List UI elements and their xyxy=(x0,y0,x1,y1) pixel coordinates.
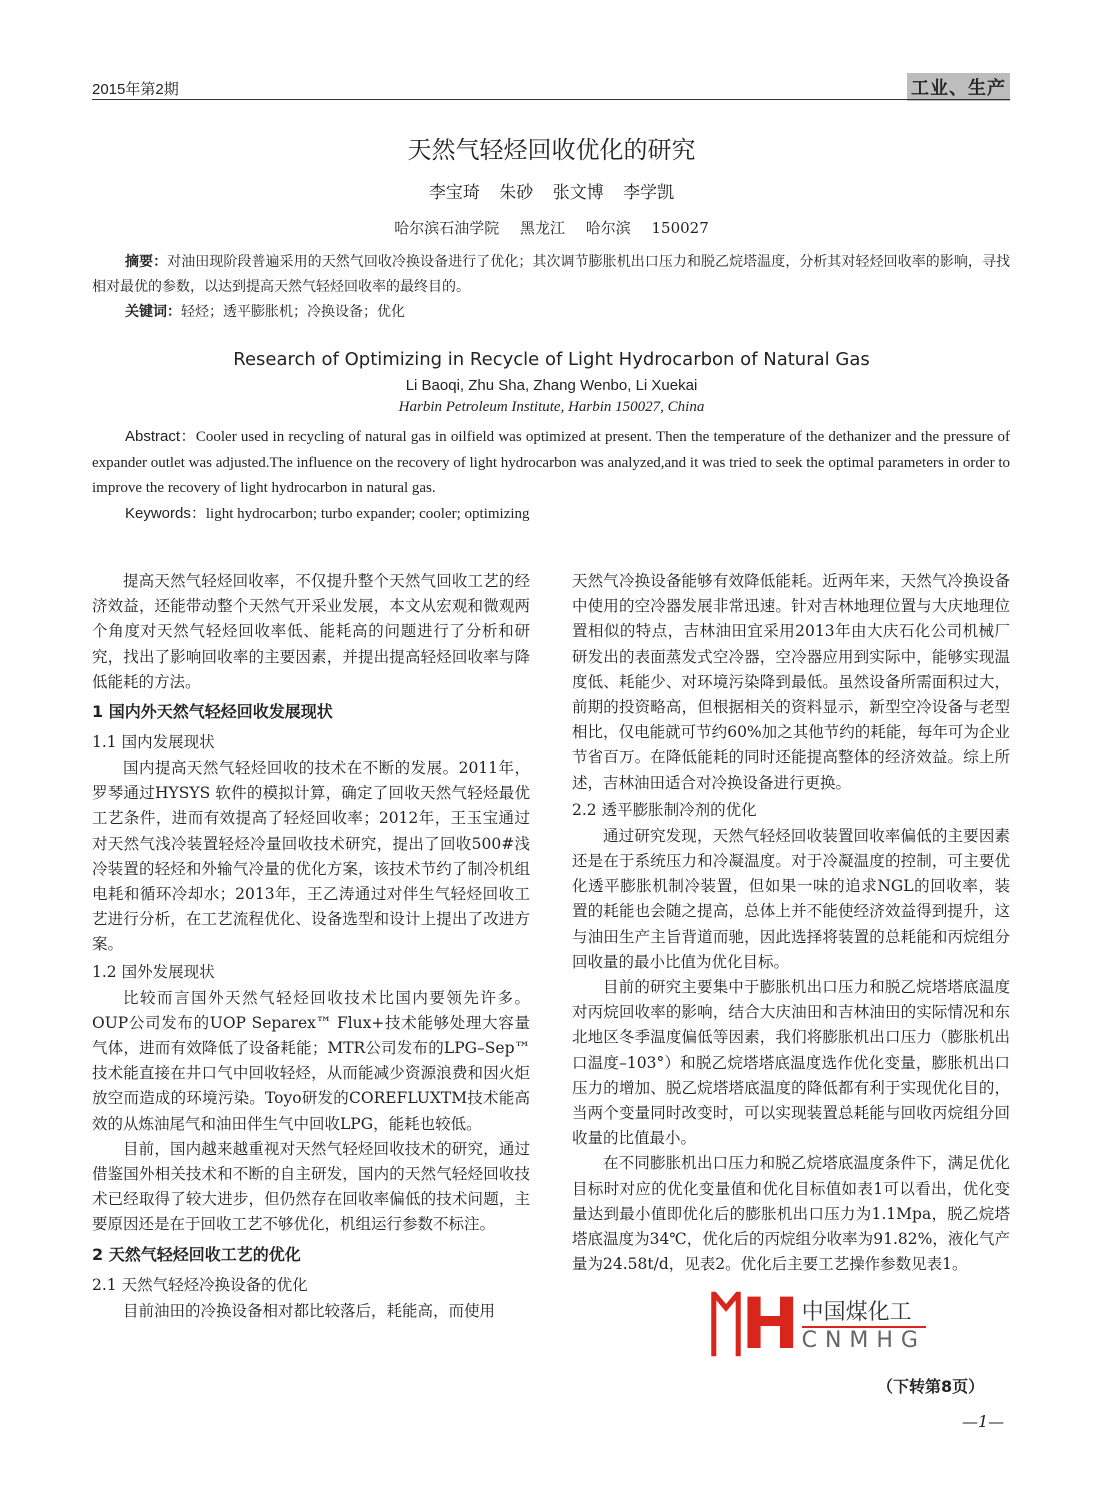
body-paragraph: 在不同膨胀机出口压力和脱乙烷塔底温度条件下，满足优化目标时对应的优化变量值和优化目标值如表1可以看出，优化变量达到最小值即优化后的膨胀机出口压力为1.1Mpa，脱乙烷塔塔底温度为34℃，优化后的丙烷组分收率为91.82%，液化气产量为24.58t/d，见表2。优化后主要工艺操作参数见表1。 xyxy=(572,1154,1010,1274)
page-number: —1— xyxy=(962,1412,1005,1431)
body-paragraph: 提高天然气轻烃回收率，不仅提升整个天然气回收工艺的经济效益，还能带动整个天然气开采业发展，本文从宏观和微观两个角度对天然气轻烃回收率低、能耗高的问题进行了分析和研究，找出了影响回收率的主要因素，并提出提高轻烃回收率与降低能耗的方法。 xyxy=(92,572,530,691)
subsection-heading: 1.1 国内发展现状 xyxy=(92,733,215,752)
section-heading: 2 天然气轻烃回收工艺的优化 xyxy=(92,1244,301,1264)
watermark-en: CNMHG xyxy=(801,1328,926,1353)
left-column xyxy=(92,569,530,1324)
header-rule xyxy=(92,99,1010,100)
body-paragraph: 天然气冷换设备能够有效降低能耗。近两年来，天然气冷换设备中使用的空冷器发展非常迅速。针对吉林地理位置与大庆地理位置相似的特点，吉林油田宜采用2013年由大庆石化公司机械厂研发出的表面蒸发式空冷器，空冷器应用到实际中，能够实现温度低、耗能少、对环境污染降到最低。虽然设备所需面积过大，前期的投资略高，但根据相关的资料显示，新型空冷设备与老型相比，仅电能就可节约60%加之其他节约的耗能，每年可为企业节省百万。在降低能耗的同时还能提高整体的经济效益。综上所述，吉林油田适合对冷换设备进行更换。 xyxy=(572,572,1010,792)
keywords-cn xyxy=(125,300,405,325)
body-paragraph: 目前油田的冷换设备相对都比较落后，耗能高，而使用 xyxy=(123,1301,496,1320)
body-paragraph: 目前，国内越来越重视对天然气轻烃回收技术的研究，通过借鉴国外相关技术和不断的自主研发，国内的天然气轻烃回收技术已经取得了较大进步，但仍然存在回收率偏低的技术问题，主要原因还是在于回收工艺不够优化，机组运行参数不标注。 xyxy=(92,1139,530,1234)
abstract-cn-text: 对油田现阶段普遍采用的天然气回收冷换设备进行了优化；其次调节膨胀机出口压力和脱乙烷塔温度，分析其对轻烃回收率的影响，寻找相对最优的参数，以达到提高天然气轻烃回收率的最终目的。 xyxy=(92,254,1011,295)
english-title: Research of Optimizing in Recycle of Light Hydrocarbon of Natural Gas xyxy=(233,349,870,370)
subsection-heading: 1.2 国外发展现状 xyxy=(92,962,215,981)
continued-note: （下转第8页） xyxy=(877,1377,985,1396)
right-column xyxy=(572,569,1010,1277)
english-affiliation: Harbin Petroleum Institute, Harbin 150027, China xyxy=(398,399,705,415)
keywords-en-text: light hydrocarbon; turbo expander; cooler; optimizing xyxy=(205,506,530,522)
watermark-logo: ᛖΗ xyxy=(705,1283,794,1365)
watermark xyxy=(705,1283,926,1365)
keywords-en xyxy=(125,502,530,523)
watermark-cn: 中国煤化工 xyxy=(802,1295,926,1328)
subsection-heading: 2.2 透平膨胀制冷剂的优化 xyxy=(572,800,757,819)
body-paragraph: 目前的研究主要集中于膨胀机出口压力和脱乙烷塔塔底温度对丙烷回收率的影响，结合大庆油田和吉林油田的实际情况和东北地区冬季温度偏低等因素，我们将膨胀机出口压力（膨胀机出口温度–103°）和脱乙烷塔塔底温度选作优化变量，膨胀机出口压力的增加、脱乙烷塔塔底温度的降低都有利于实现优化目的，当两个变量同时改变时，可以实现装置总耗能与回收丙烷组分回收量的比值最小。 xyxy=(572,978,1010,1148)
authors: 李宝琦 朱砂 张文博 李学凯 xyxy=(428,183,675,203)
english-authors: Li Baoqi, Zhu Sha, Zhang Wenbo, Li Xuekai xyxy=(405,377,698,394)
abstract-en-text: Cooler used in recycling of natural gas in oilfield was optimized at present. Then the temperature of the dethanizer and the pressure of expander outlet was adjusted.The influence on the recovery of light hydrocarbon was analyzed,and it was tried to seek the optimal parameters in order to improve the recovery of light hydrocarbon in natural gas. xyxy=(92,429,1011,496)
abstract-en-label: Abstract： xyxy=(125,428,196,445)
keywords-en-label: Keywords： xyxy=(125,505,206,522)
keywords-cn-label: 关键词： xyxy=(125,304,181,320)
abstract-cn xyxy=(92,250,1010,300)
issue-label: 2015年第2期 xyxy=(92,81,179,98)
abstract-en xyxy=(92,425,1010,502)
section-heading: 1 国内外天然气轻烃回收发展现状 xyxy=(92,702,333,722)
body-paragraph: 通过研究发现，天然气轻烃回收装置回收率偏低的主要因素还是在于系统压力和冷凝温度。对于冷凝温度的控制，可主要优化透平膨胀机制冷装置，但如果一味的追求NGL的回收率，装置的耗能也会随之提高，总体上并不能使经济效益得到提升，这与油田生产主旨背道而驰，因此选择将装置的总耗能和丙烷组分回收量的最小比值为优化目标。 xyxy=(572,826,1010,971)
body-paragraph: 国内提高天然气轻烃回收的技术在不断的发展。2011年，罗琴通过HYSYS 软件的模拟计算，确定了回收天然气轻烃最优工艺条件，进而有效提高了轻烃回收率；2012年，王玉宝通过对天然气浅冷装置轻烃冷量回收技术研究，提出了回收500#浅冷装置的轻烃和外输气冷量的优化方案，该技术节约了制冷机组电耗和循环冷却水；2013年，王乙涛通过对伴生气轻烃回收工艺进行分析，在工艺流程优化、设备选型和设计上提出了改进方案。 xyxy=(92,759,530,954)
section-label: 工业、生产 xyxy=(907,73,1010,101)
subsection-heading: 2.1 天然气轻烃冷换设备的优化 xyxy=(92,1275,308,1294)
keywords-cn-text: 轻烃；透平膨胀机；冷换设备；优化 xyxy=(181,304,405,320)
body-paragraph: 比较而言国外天然气轻烃回收技术比国内要领先许多。OUP公司发布的UOP Separex™ Flux+技术能够处理大容量气体，进而有效降低了设备耗能；MTR公司发布的LPG–Sep™技术能直接在井口气中回收轻烃，从而能减少资源浪费和因火炬放空而造成的环境污染。Toyo研发的COREFLUXTM技术能高效的从炼油尾气和油田伴生气中回收LPG，能耗也较低。 xyxy=(92,988,530,1133)
affiliation: 哈尔滨石油学院 黑龙江 哈尔滨 150027 xyxy=(394,219,709,237)
abstract-cn-label: 摘要： xyxy=(125,254,168,270)
paper-title: 天然气轻烃回收优化的研究 xyxy=(407,136,696,164)
